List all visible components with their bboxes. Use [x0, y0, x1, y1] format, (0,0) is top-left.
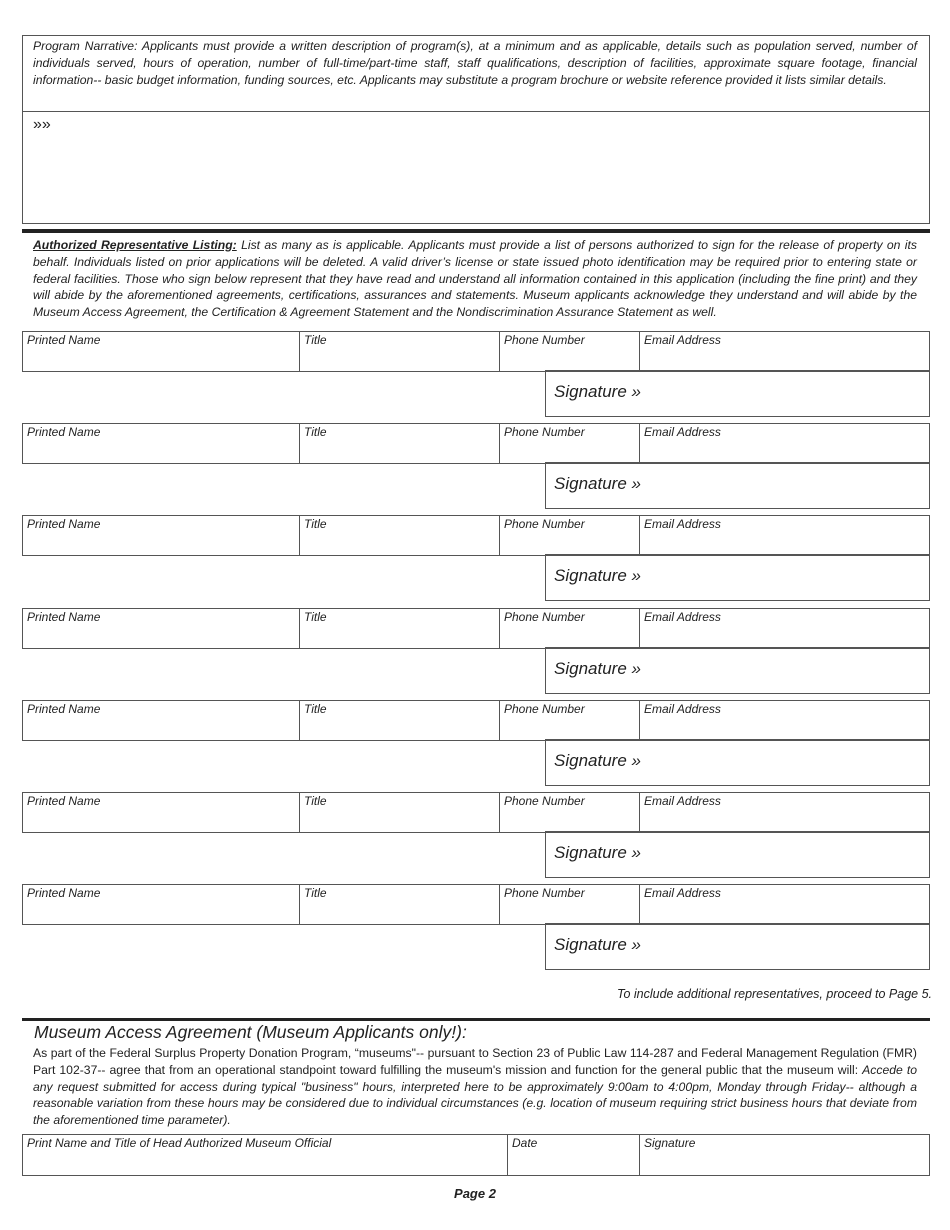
title-label: Title	[304, 610, 327, 624]
signature-label: Signature »	[554, 382, 641, 401]
printed-name-field[interactable]	[22, 792, 300, 833]
signature-label: Signature »	[554, 751, 641, 770]
title-label: Title	[304, 794, 327, 808]
title-field[interactable]	[299, 423, 500, 464]
signature-field[interactable]	[545, 554, 930, 601]
email-address-field[interactable]	[639, 792, 930, 833]
section-rule-2	[22, 1018, 930, 1021]
email-address-field[interactable]	[639, 331, 930, 372]
email-address-label: Email Address	[644, 333, 721, 347]
printed-name-field[interactable]	[22, 331, 300, 372]
email-address-label: Email Address	[644, 610, 721, 624]
email-address-label: Email Address	[644, 794, 721, 808]
museum-official-field[interactable]	[22, 1134, 508, 1176]
title-field[interactable]	[299, 792, 500, 833]
phone-number-label: Phone Number	[504, 886, 585, 900]
printed-name-label: Printed Name	[27, 610, 101, 624]
phone-number-label: Phone Number	[504, 610, 585, 624]
title-label: Title	[304, 517, 327, 531]
authorized-body: List as many as is applicable. Applicants must provide a list of persons authorized to sign for the release of property on its behalf. Individuals listed on prior applications will be deleted. A valid driver’s license or state issued photo identification may be required prior to entering state or federal facilities. Those who sign below represent that they have read and understand all information contained in this application (including the fine print) and they will abide by the aforementioned agreements, certifications, assurances and statements. Museum applicants acknowledge they understand and will abide by the Museum Access Agreement, the Certification & Agreement Statement and the Nondiscrimination Assurance Statement as well.	[33, 238, 917, 320]
museum-signature-label: Signature	[644, 1136, 696, 1150]
signature-field[interactable]	[545, 462, 930, 509]
email-address-field[interactable]	[639, 700, 930, 741]
museum-title: Museum Access Agreement (Museum Applicants only!):	[34, 1022, 467, 1042]
signature-field[interactable]	[545, 370, 930, 417]
email-address-field[interactable]	[639, 884, 930, 925]
title-field[interactable]	[299, 331, 500, 372]
signature-field[interactable]	[545, 831, 930, 878]
phone-number-field[interactable]	[499, 884, 640, 925]
printed-name-label: Printed Name	[27, 425, 101, 439]
page-number: Page 2	[454, 1186, 496, 1201]
phone-number-field[interactable]	[499, 608, 640, 649]
museum-text-italic: Accede to any request submitted for access during typical "business" hours, interpreted here to be approximately 9:00am to 4:00pm, Monday through Friday-- although a reasonable variation from these hours may be considered due to individual circumstances (e.g. location of museum requiring strict business hours that deviate from the aforementioned time parameter).	[33, 1062, 917, 1128]
printed-name-label: Printed Name	[27, 794, 101, 808]
email-address-field[interactable]	[639, 515, 930, 556]
printed-name-label: Printed Name	[27, 702, 101, 716]
email-address-field[interactable]	[639, 423, 930, 464]
signature-field[interactable]	[545, 647, 930, 694]
printed-name-field[interactable]	[22, 608, 300, 649]
phone-number-field[interactable]	[499, 515, 640, 556]
title-label: Title	[304, 333, 327, 347]
printed-name-label: Printed Name	[27, 333, 101, 347]
phone-number-field[interactable]	[499, 792, 640, 833]
additional-representatives-note: To include additional representatives, proceed to Page 5.	[616, 987, 932, 1001]
museum-date-label: Date	[512, 1136, 538, 1150]
printed-name-field[interactable]	[22, 884, 300, 925]
phone-number-label: Phone Number	[504, 425, 585, 439]
narrative-entry-field[interactable]: »»	[33, 116, 51, 133]
phone-number-label: Phone Number	[504, 333, 585, 347]
signature-field[interactable]	[545, 923, 930, 970]
museum-text-plain: As part of the Federal Surplus Property Donation Program, “museums"-- pursuant to Section 23 of Public Law 114-287 and Federal Management Regulation (FMR) Part 102-37-- agree that from an operational standpoint toward fulfilling the museum's mission and function for the general public that the museum will:	[33, 1046, 917, 1077]
authorized-intro	[33, 237, 917, 321]
printed-name-field[interactable]	[22, 423, 300, 464]
phone-number-field[interactable]	[499, 331, 640, 372]
title-field[interactable]	[299, 608, 500, 649]
title-field[interactable]	[299, 700, 500, 741]
museum-official-label: Print Name and Title of Head Authorized Museum Official	[27, 1136, 332, 1150]
section-rule	[22, 229, 930, 233]
printed-name-label: Printed Name	[27, 886, 101, 900]
email-address-label: Email Address	[644, 517, 721, 531]
signature-label: Signature »	[554, 843, 641, 862]
title-field[interactable]	[299, 884, 500, 925]
museum-agreement-text	[33, 1045, 917, 1129]
email-address-label: Email Address	[644, 702, 721, 716]
email-address-label: Email Address	[644, 425, 721, 439]
museum-signature-field[interactable]	[639, 1134, 930, 1176]
phone-number-label: Phone Number	[504, 702, 585, 716]
phone-number-field[interactable]	[499, 423, 640, 464]
email-address-label: Email Address	[644, 886, 721, 900]
narrative-divider	[22, 111, 930, 112]
printed-name-field[interactable]	[22, 700, 300, 741]
title-field[interactable]	[299, 515, 500, 556]
printed-name-field[interactable]	[22, 515, 300, 556]
signature-label: Signature »	[554, 474, 641, 493]
phone-number-label: Phone Number	[504, 517, 585, 531]
phone-number-field[interactable]	[499, 700, 640, 741]
title-label: Title	[304, 425, 327, 439]
authorized-heading: Authorized Representative Listing:	[33, 238, 237, 252]
email-address-field[interactable]	[639, 608, 930, 649]
museum-date-field[interactable]	[507, 1134, 640, 1176]
printed-name-label: Printed Name	[27, 517, 101, 531]
narrative-instructions: Program Narrative: Applicants must provide a written description of program(s), at a minimum and as applicable, details such as population served, number of individuals served, hours of operation, number of full-time/part-time staff, staff qualifications, description of facilities, approximate square footage, financial information-- basic budget information, funding sources, etc. Applicants may substitute a program brochure or website reference provided it lists similar details.	[33, 39, 917, 87]
title-label: Title	[304, 702, 327, 716]
signature-label: Signature »	[554, 935, 641, 954]
title-label: Title	[304, 886, 327, 900]
phone-number-label: Phone Number	[504, 794, 585, 808]
signature-label: Signature »	[554, 659, 641, 678]
signature-field[interactable]	[545, 739, 930, 786]
signature-label: Signature »	[554, 566, 641, 585]
